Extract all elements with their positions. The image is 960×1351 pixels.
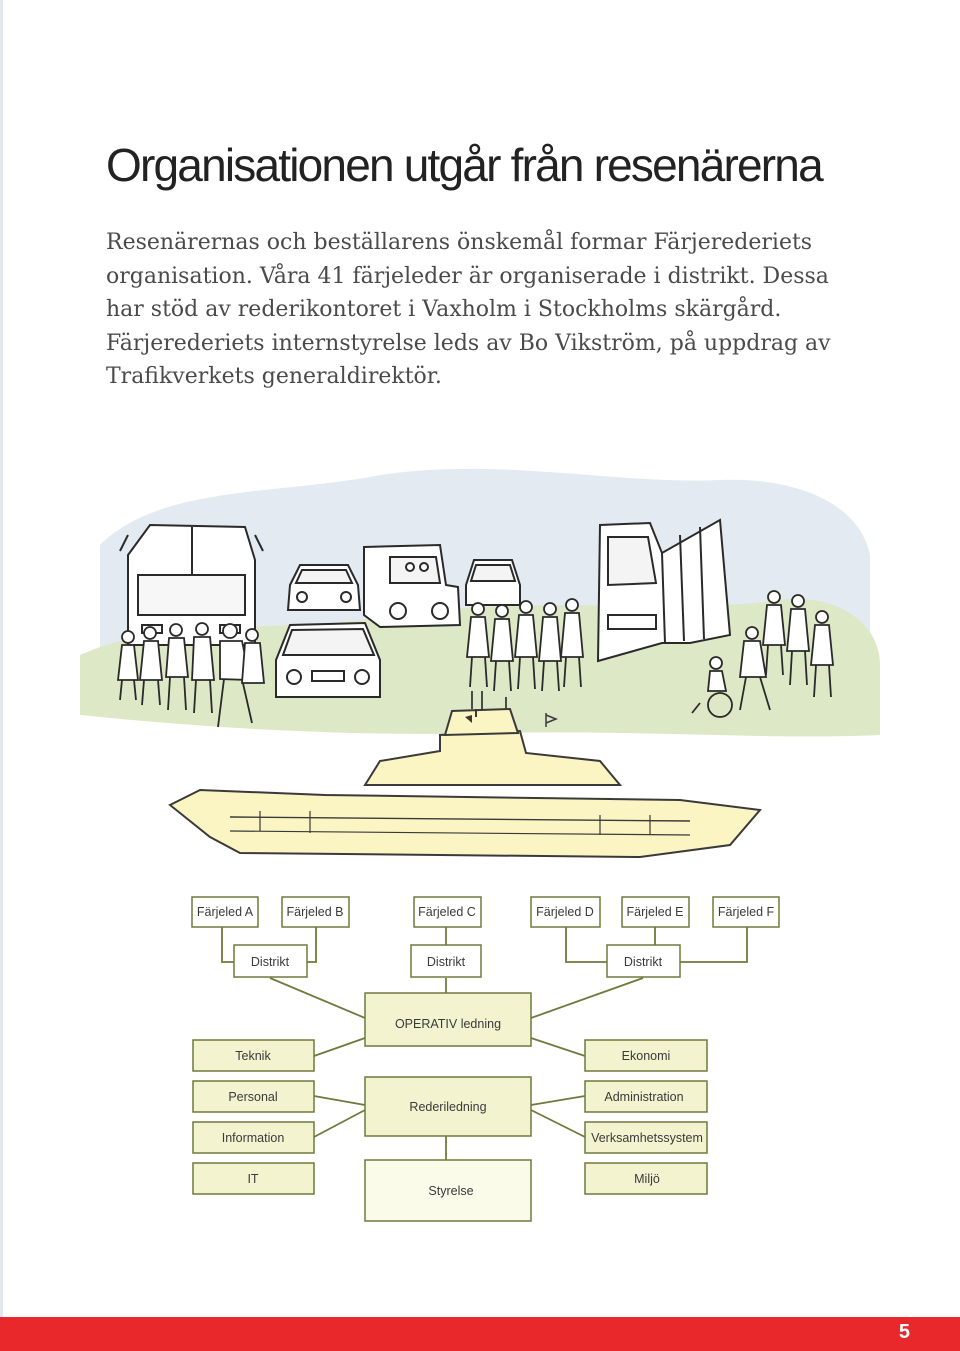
unit-box-personal <box>193 1081 314 1112</box>
farjeled-box-a <box>192 897 258 927</box>
unit-box-teknik <box>193 1040 314 1071</box>
unit-label: Teknik <box>235 1049 271 1063</box>
page-title: Organisationen utgår från resenärerna <box>106 139 822 191</box>
unit-box-verksamhetssystem <box>585 1122 707 1153</box>
unit-box-administration <box>585 1081 707 1112</box>
unit-label: Ekonomi <box>621 1049 671 1063</box>
distrikt-label: Distrikt <box>426 955 466 969</box>
intro-line: har stöd av rederikontoret i Vaxholm i Stockholms skärgård. <box>106 297 782 322</box>
farjeled-box-b <box>282 897 349 927</box>
intro-line: Resenärernas och beställarens önskemål formar Färjerederiets <box>106 230 813 255</box>
distrikt-label: Distrikt <box>623 955 663 969</box>
styrelse-box <box>365 1160 531 1221</box>
unit-box-miljo <box>585 1163 707 1194</box>
unit-box-information <box>193 1122 314 1153</box>
operativ-ledning-box <box>365 993 531 1046</box>
farjeled-box-f <box>713 897 779 927</box>
page-number: 5 <box>898 1321 910 1343</box>
unit-label: Information <box>221 1131 285 1145</box>
rederiledning-box <box>365 1077 531 1136</box>
farjeled-label: Färjeled D <box>536 905 594 919</box>
farjeled-label: Färjeled F <box>717 905 775 919</box>
farjeled-label: Färjeled B <box>286 905 344 919</box>
rederiledning-label: Rederiledning <box>409 1100 487 1114</box>
farjeled-label: Färjeled C <box>418 905 476 919</box>
unit-label: Miljö <box>634 1172 660 1186</box>
footer-bar <box>0 1317 960 1351</box>
farjeled-label: Färjeled A <box>196 905 254 919</box>
farjeled-label: Färjeled E <box>626 905 684 919</box>
distrikt-label: Distrikt <box>250 955 290 969</box>
styrelse-label: Styrelse <box>428 1184 474 1198</box>
intro-line: organisation. Våra 41 färjeleder är organiserade i distrikt. Dessa <box>106 263 829 289</box>
farjeled-box-e <box>622 897 689 927</box>
unit-box-ekonomi <box>585 1040 707 1071</box>
unit-label: Personal <box>228 1090 278 1104</box>
operativ-ledning-label: OPERATIV ledning <box>394 1017 502 1031</box>
unit-label: Administration <box>604 1090 684 1104</box>
distrikt-box <box>234 945 307 977</box>
intro-line: Färjerederiets internstyrelse leds av Bo Vikström, på uppdrag av <box>106 330 831 356</box>
unit-label: Verksamhetssystem <box>591 1131 703 1145</box>
farjeled-box-d <box>531 897 600 927</box>
intro-line: Trafikverkets generaldirektör. <box>106 364 442 389</box>
unit-label: IT <box>247 1172 259 1186</box>
distrikt-box <box>411 945 481 977</box>
farjeled-box-c <box>414 897 481 927</box>
unit-box-it <box>193 1163 314 1194</box>
distrikt-box <box>607 945 680 977</box>
